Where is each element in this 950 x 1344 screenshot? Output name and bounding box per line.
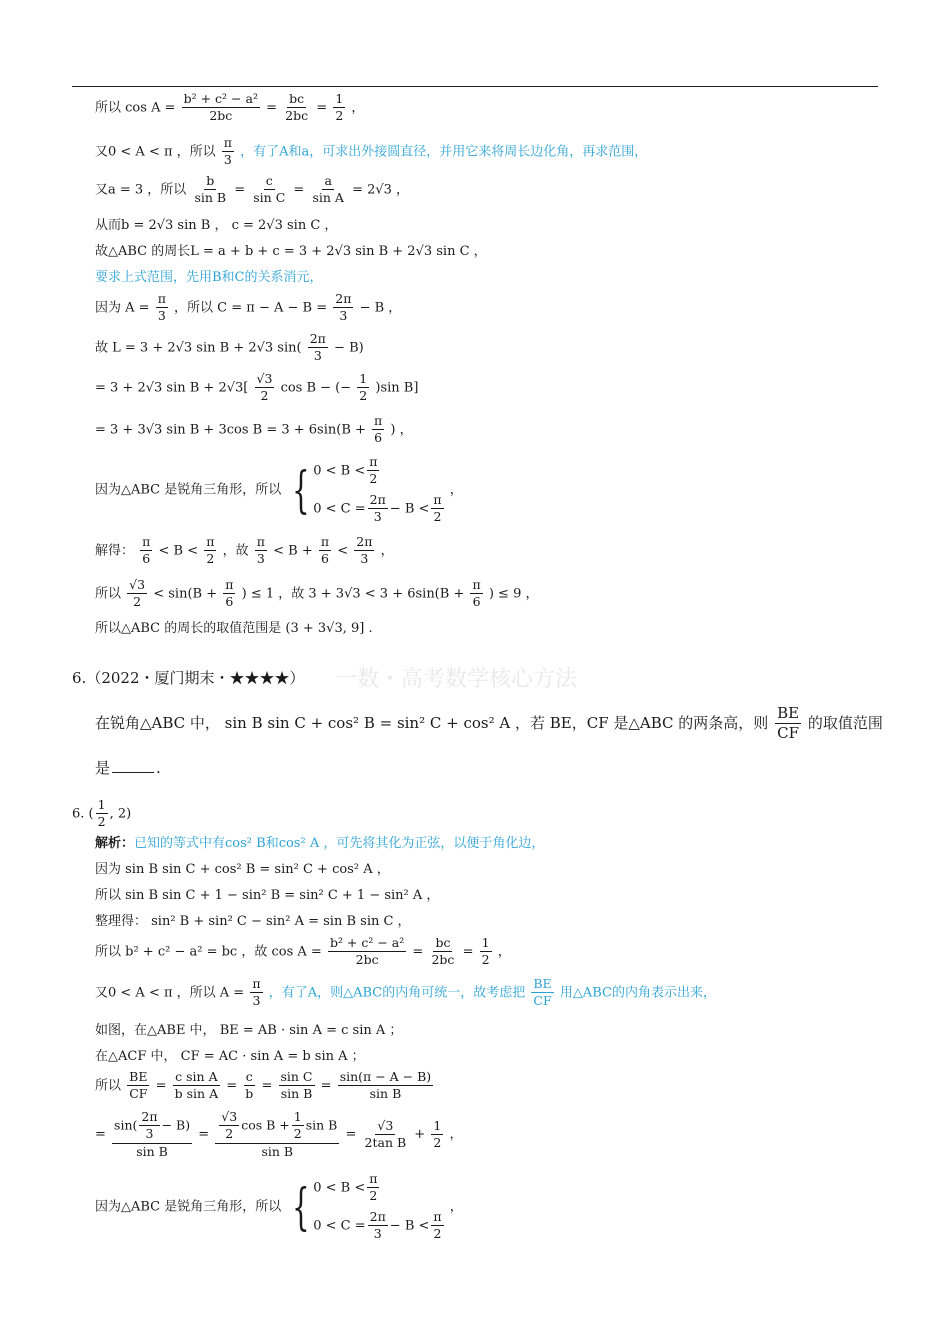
- inequality-system: { 0 < B < $\frac{\pi}{2}$ 0 < C = $\frac{2\pi}{3}$ − B < $\frac{\pi}{2}$: [292, 454, 442, 525]
- fraction: $\frac{\pi}{2}$: [433, 491, 442, 525]
- fraction: $\frac{√3}{2}$ cos B + $\frac{1}{2}$ sin B sin B: [215, 1110, 339, 1159]
- fraction: $\frac{√3}{\text{2tan B}}$: [364, 1117, 407, 1151]
- fraction: $\frac{b}{\text{sin B}}$: [194, 173, 227, 206]
- solution-line-13: 所以 $\frac{√3}{2}$ < sin(B + $\frac{\pi}{6}$ ) ≤ 1 ，故 3 + 3√3 < 3 + 6sin(B + $\frac{\pi}{6}$ ) ≤ 9 ，: [95, 577, 539, 610]
- solution-line-4: 从而b = 2√3 sin B ， c = 2√3 sin C ，: [95, 218, 338, 233]
- fraction: $\frac{\pi}{6}$: [225, 577, 234, 610]
- fraction: $\frac{\pi}{6}$: [320, 534, 330, 567]
- fraction: $\frac{1}{2}$: [359, 371, 368, 404]
- analysis-line: 解析：已知的等式中有cos² B和cos² A ，可先将其化为正弦，以便于角化边，: [95, 836, 545, 851]
- solution-line-11: 因为△ABC 是锐角三角形，所以 { 0 < B < $\frac{\pi}{2}$ 0 < C = $\frac{2\pi}{3}$ − B < $\frac{\pi}{2}$ ，: [95, 454, 463, 525]
- answer-step-3: 整理得： sin² B + sin² C − sin² A = sin B sin C ，: [95, 914, 411, 929]
- question-number: 6.: [72, 669, 87, 687]
- solution-line-12: 解得： $\frac{\pi}{6}$ < B < $\frac{\pi}{2}$ ，故 $\frac{\pi}{3}$ < B + $\frac{\pi}{6}$ < $\frac{2\pi}{3}$ ，: [95, 534, 394, 567]
- solution-line-3: 又a = 3 ，所以 $\frac{b}{\text{sin B}}$ = $\frac{c}{\text{sin C}}$ = $\frac{a}{\text{sin A}}$ = 2√3 ，: [95, 173, 410, 206]
- fraction: $\frac{\pi}{6}$: [142, 534, 151, 567]
- fraction: $\frac{2\pi}{3}$: [369, 1208, 386, 1242]
- fraction: $\frac{√3}{2}$: [256, 371, 273, 404]
- fraction: $\frac{√3}{2}$: [129, 577, 146, 610]
- fraction: $\frac{\text{b² + c² − a²}}{2bc}$: [183, 91, 258, 124]
- fraction: $\frac{\pi}{6}$: [374, 413, 383, 446]
- answer-step-5: 又0 < A < π ，所以 A = $\frac{\pi}{3}$ ，有了A，则△ABC的内角可统一，故考虑把 $\frac{BE}{CF}$ 用△ABC的内角表示出来，: [95, 976, 716, 1009]
- fraction: $\frac{\text{sin C}}{\text{sin B}}$: [280, 1069, 313, 1102]
- answer-step-10: 因为△ABC 是锐角三角形，所以 { 0 < B < $\frac{\pi}{2}$ 0 < C = $\frac{2\pi}{3}$ − B < $\frac{\pi}{2}$ ，: [95, 1171, 463, 1242]
- answer-step-6: 如图，在△ABE 中， BE = AB · sin A = c sin A ；: [95, 1023, 403, 1038]
- fraction: $\frac{2\pi}{3}$: [309, 331, 326, 364]
- fraction: $\frac{\pi}{3}$: [252, 976, 261, 1009]
- question-header: [72, 667, 305, 688]
- fraction: $\frac{2\pi}{3}$: [356, 534, 373, 567]
- fraction: $\frac{c}{b}$: [245, 1069, 254, 1102]
- fraction: $\frac{√3}{2}$: [221, 1109, 238, 1142]
- solution-line-8: 故 L = 3 + 2√3 sin B + 2√3 sin( $\frac{2\pi}{3}$ − B): [95, 331, 364, 364]
- fraction: $\frac{bc}{2bc}$: [431, 935, 455, 968]
- fraction: $\frac{1}{2}$: [335, 91, 344, 124]
- answer-step-4: 所以 b² + c² − a² = bc ，故 cos A = $\frac{\text{b² + c² − a²}}{2bc}$ = $\frac{bc}{2bc}$ = $\frac{1}{2}$ ，: [95, 935, 511, 968]
- question-body: 在锐角△ABC 中， sin B sin C + cos² B = sin² C + cos² A ，若 BE，CF 是△ABC 的两条高，则 $\frac{BE}{CF}$ 的取值范围: [95, 704, 883, 743]
- fraction: $\frac{BE}{CF}$: [533, 976, 552, 1009]
- fraction: $\frac{\pi}{2}$: [369, 1171, 378, 1204]
- fraction: $\frac{\pi}{6}$: [472, 577, 481, 610]
- fraction: $\frac{\pi}{3}$: [223, 135, 233, 168]
- fraction: $\frac{1}{2}$: [293, 1109, 302, 1142]
- answer-step-9: = sin( $\frac{2\pi}{3}$ − B) sin B = $\frac{√3}{2}$ cos B + $\frac{1}{2}$ sin B sin B = $\frac{√3}{\text{2tan B}}$ + $\frac{1}{2}$ ，: [95, 1109, 463, 1159]
- header-rule: [72, 86, 878, 87]
- solution-line-5: 故△ABC 的周长L = a + b + c = 3 + 2√3 sin B + 2√3 sin C ，: [95, 244, 487, 259]
- solution-line-9: = 3 + 2√3 sin B + 2√3[ $\frac{√3}{2}$ cos B − (− $\frac{1}{2}$ )sin B]: [95, 371, 419, 404]
- solution-line-7: 因为 A = $\frac{\pi}{3}$ ，所以 C = π − A − B = $\frac{2\pi}{3}$ − B ，: [95, 291, 402, 324]
- answer-line: 6. ( $\frac{1}{2}$ , 2): [72, 797, 132, 830]
- solution-line-10: = 3 + 3√3 sin B + 3cos B = 3 + 6sin(B + $\frac{\pi}{6}$ ) ，: [95, 413, 413, 446]
- solution-line-14: 所以△ABC 的周长的取值范围是 (3 + 3√3, 9] .: [95, 621, 373, 636]
- fraction: $\frac{bc}{2bc}$: [285, 91, 309, 124]
- fraction: $\frac{1}{2}$: [97, 797, 106, 830]
- fraction: $\frac{BE}{CF}$: [129, 1069, 148, 1102]
- fraction: sin( $\frac{2\pi}{3}$ − B) sin B: [114, 1109, 191, 1159]
- fraction: $\frac{1}{2}$: [481, 935, 490, 968]
- answer-blank: [112, 772, 154, 773]
- fraction: $\frac{\text{b² + c² − a²}}{2bc}$: [329, 935, 405, 968]
- fraction: $\frac{\pi}{3}$: [157, 291, 166, 324]
- fraction: $\frac{\pi}{2}$: [369, 454, 378, 487]
- fraction: $\frac{1}{2}$: [433, 1117, 442, 1151]
- hint-text: ，有了A和a，可求出外接圆直径，并用它来将周长边化角，再求范围，: [240, 144, 648, 160]
- question-source: （2022・厦门期末・★★★★）: [86, 669, 305, 687]
- fraction: $\frac{BE}{CF}$: [777, 704, 800, 743]
- fraction: $\frac{\pi}{2}$: [433, 1208, 442, 1242]
- answer-step-2: 所以 sin B sin C + 1 − sin² B = sin² C + 1 − sin² A ，: [95, 888, 440, 903]
- answer-step-8: 所以 $\frac{BE}{CF}$ = $\frac{\text{c sin A}}{\text{b sin A}}$ = $\frac{c}{b}$ = $\frac{\text{sin C}}{\text{sin B}}$ = $\frac{\sin(\pi - A - B)}{\text{sin B}}$: [95, 1069, 432, 1102]
- hint-line-6: 要求上式范围，先用B和C的关系消元，: [95, 270, 323, 285]
- fraction: $\frac{2\pi}{3}$: [369, 491, 386, 525]
- answer-step-7: 在△ACF 中， CF = AC · sin A = b sin A ；: [95, 1049, 365, 1064]
- watermark: 一数・高考数学核心方法: [335, 667, 578, 692]
- fraction: $\frac{a}{\text{sin A}}$: [312, 173, 344, 206]
- fraction: $\frac{c}{\text{sin C}}$: [253, 173, 286, 206]
- answer-step-1: 因为 sin B sin C + cos² B = sin² C + cos² A ，: [95, 862, 390, 877]
- fraction: $\frac{\sin(\pi - A - B)}{\text{sin B}}$: [339, 1069, 432, 1102]
- fraction: $\frac{2\pi}{3}$: [335, 291, 352, 324]
- question-tail: 是 .: [95, 759, 161, 777]
- fraction: $\frac{\pi}{2}$: [206, 534, 215, 567]
- fraction: $\frac{2\pi}{3}$: [141, 1109, 158, 1142]
- inequality-system: { 0 < B < $\frac{\pi}{2}$ 0 < C = $\frac{2\pi}{3}$ − B < $\frac{\pi}{2}$: [292, 1171, 442, 1242]
- solution-line-1: 所以 cos A = $\frac{\text{b² + c² − a²}}{2bc}$ = $\frac{bc}{2bc}$ = $\frac{1}{2}$ ，: [95, 91, 365, 124]
- fraction: $\frac{\pi}{3}$: [256, 534, 265, 567]
- solution-line-2: 又0 < A < π ，所以 $\frac{\pi}{3}$ ，有了A和a，可求出外接圆直径，并用它来将周长边化角，再求范围，: [95, 135, 648, 168]
- fraction: $\frac{\text{c sin A}}{\text{b sin A}}$: [174, 1069, 219, 1102]
